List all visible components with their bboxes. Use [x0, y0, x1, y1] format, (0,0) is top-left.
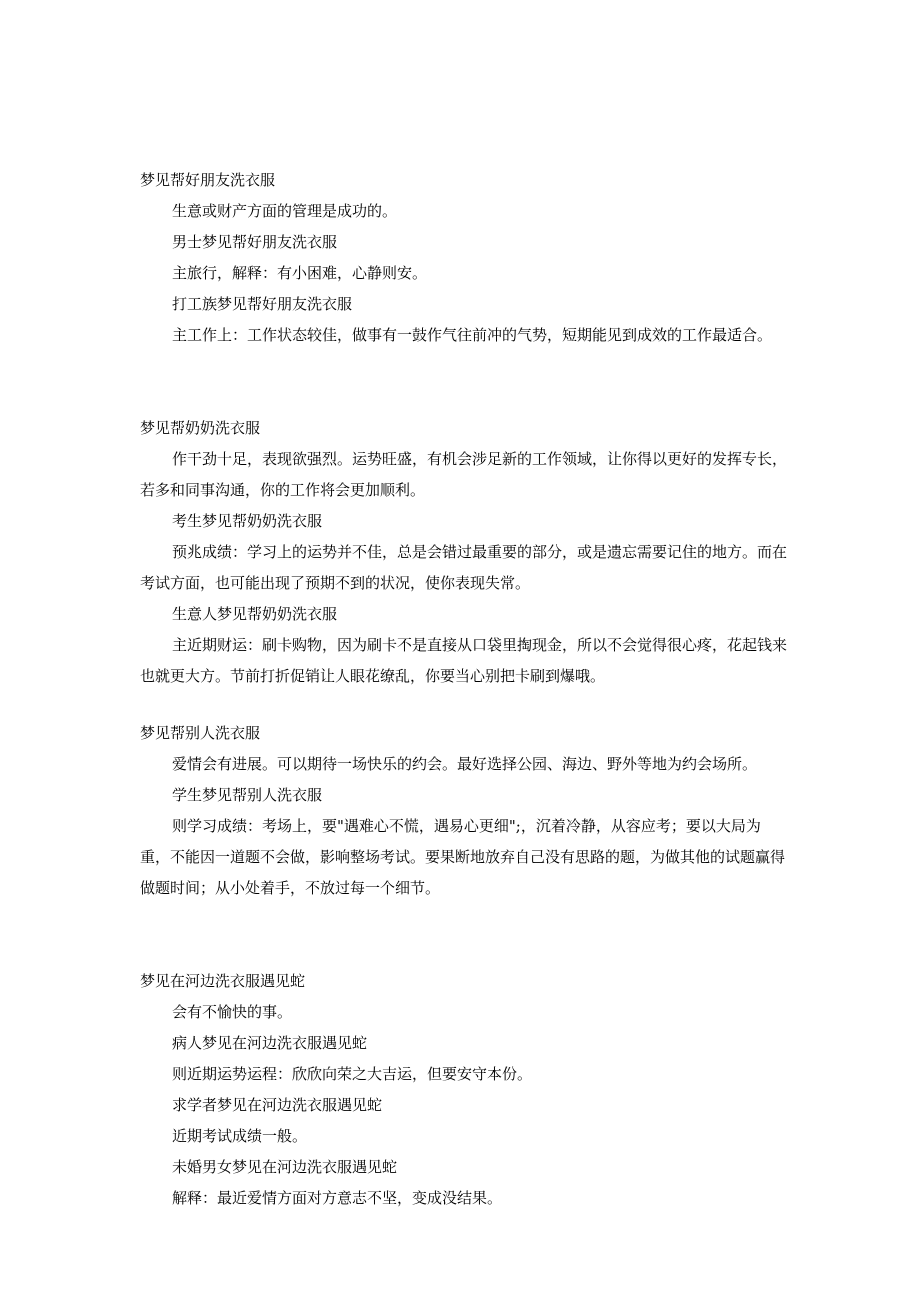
paragraph: 作干劲十足，表现欲强烈。运势旺盛，有机会涉足新的工作领域，让你得以更好的发挥专长，若多和同事沟通，你的工作将会更加顺利。 — [140, 450, 788, 499]
paragraph: 学生梦见帮别人洗衣服 — [172, 786, 323, 804]
paragraph: 预兆成绩：学习上的运势并不佳，总是会错过最重要的部分，或是遗忘需要记住的地方。而在考试方面，也可能出现了预期不到的状况，使你表现失常。 — [140, 543, 788, 592]
paragraph: 会有不愉快的事。 — [172, 1003, 293, 1021]
paragraph: 男士梦见帮好朋友洗衣服 — [172, 233, 338, 251]
section-good-friend — [140, 165, 790, 351]
paragraph: 解释：最近爱情方面对方意志不坚，变成没结果。 — [172, 1189, 503, 1207]
section-title: 梦见帮别人洗衣服 — [140, 724, 261, 742]
paragraph: 主工作上：工作状态较佳，做事有一鼓作气往前冲的气势，短期能见到成效的工作最适合。 — [172, 326, 773, 344]
paragraph: 爱情会有进展。可以期待一场快乐的约会。最好选择公园、海边、野外等地为约会场所。 — [172, 755, 758, 773]
paragraph: 主近期财运：刷卡购物，因为刷卡不是直接从口袋里掏现金，所以不会觉得很心疼，花起钱来也就更大方。节前打折促销让人眼花缭乱，你要当心别把卡刷到爆哦。 — [140, 636, 788, 685]
paragraph: 未婚男女梦见在河边洗衣服遇见蛇 — [172, 1158, 398, 1176]
paragraph: 病人梦见在河边洗衣服遇见蛇 — [172, 1034, 368, 1052]
paragraph: 打工族梦见帮好朋友洗衣服 — [172, 295, 353, 313]
paragraph: 生意人梦见帮奶奶洗衣服 — [172, 605, 338, 623]
section-grandma — [140, 413, 790, 692]
paragraph: 则学习成绩：考场上，要"遇难心不慌，遇易心更细";，沉着冷静，从容应考；要以大局为重，不能因一道题不会做，影响整场考试。要果断地放弃自己没有思路的题，为做其他的试题赢得做题时间；从小处着手，不放过每一个细节。 — [140, 817, 786, 897]
paragraph: 生意或财产方面的管理是成功的。 — [172, 202, 398, 220]
section-river-snake — [140, 966, 790, 1214]
section-title: 梦见在河边洗衣服遇见蛇 — [140, 972, 306, 990]
paragraph: 则近期运势运程：欣欣向荣之大吉运，但要安守本份。 — [172, 1065, 533, 1083]
paragraph: 求学者梦见在河边洗衣服遇见蛇 — [172, 1096, 383, 1114]
paragraph: 主旅行，解释：有小困难，心静则安。 — [172, 264, 428, 282]
section-others — [140, 718, 790, 904]
section-title: 梦见帮好朋友洗衣服 — [140, 171, 276, 189]
paragraph: 考生梦见帮奶奶洗衣服 — [172, 512, 323, 530]
paragraph: 近期考试成绩一般。 — [172, 1127, 308, 1145]
section-title: 梦见帮奶奶洗衣服 — [140, 419, 261, 437]
